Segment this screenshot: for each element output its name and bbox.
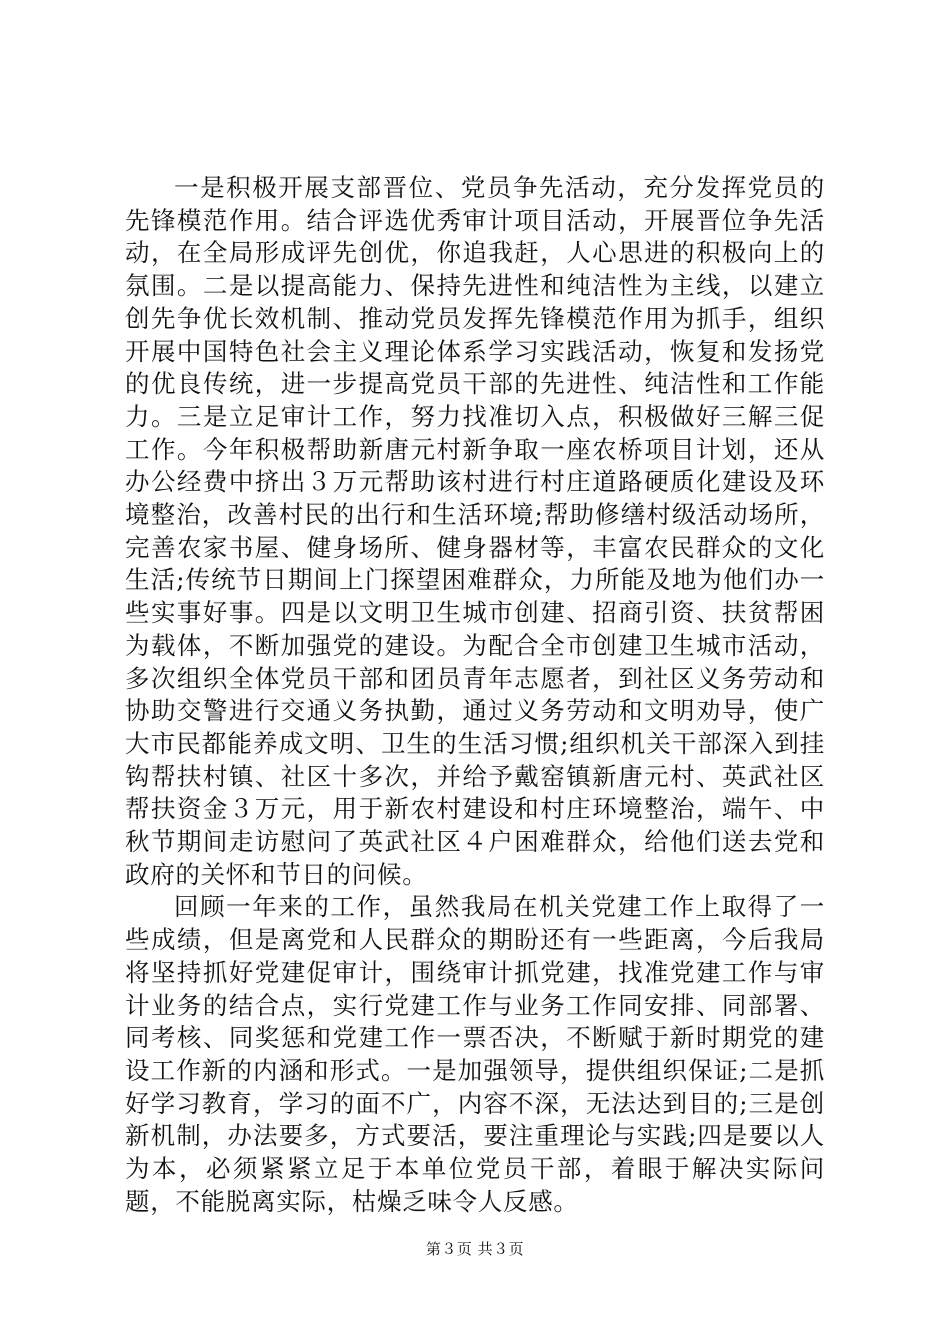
body-paragraph: 一是积极开展支部晋位、党员争先活动，充分发挥党员的先锋模范作用。结合评选优秀审计项目活动，开展晋位争先活动，在全局形成评先创优，你追我赶，人心思进的积极向上的氛围。二是以提高能力、保持先进性和纯洁性为主线，以建立创先争优长效机制、推动党员发挥先锋模范作用为抓手，组织开展中国特色社会主义理论体系学习实践活动，恢复和发扬党的优良传统，进一步提高党员干部的先进性、纯洁性和工作能力。三是立足审计工作，努力找准切入点，积极做好三解三促工作。今年积极帮助新唐元村新争取一座农桥项目计划，还从办公经费中挤出３万元帮助该村进行村庄道路硬质化建设及环境整治，改善村民的出行和生活环境;帮助修缮村级活动场所，完善农家书屋、健身场所、健身器材等，丰富农民群众的文化生活;传统节日期间上门探望困难群众，力所能及地为他们办一些实事好事。四是以文明卫生城市创建、招商引资、扶贫帮困为载体，不断加强党的建设。为配合全市创建卫生城市活动，多次组织全体党员干部和团员青年志愿者，到社区义务劳动和协助交警进行交通义务执勤，通过义务劳动和文明劝导，使广大市民都能养成文明、卫生的生活习惯;组织机关干部深入到挂钩帮扶村镇、社区十多次，并给予戴窑镇新唐元村、英武社区帮扶资金３万元，用于新农村建设和村庄环境整治，端午、中秋节期间走访慰问了英武社区４户困难群众，给他们送去党和政府的关怀和节日的问候。 <box>125 173 825 889</box>
document-body <box>125 172 825 1219</box>
page-number-footer: 第３页 共３页 <box>425 1240 525 1258</box>
body-paragraph: 回顾一年来的工作，虽然我局在机关党建工作上取得了一些成绩，但是离党和人民群众的期盼还有一些距离，今后我局将坚持抓好党建促审计，围绕审计抓党建，找准党建工作与审计业务的结合点，实行党建工作与业务工作同安排、同部署、同考核、同奖惩和党建工作一票否决，不断赋于新时期党的建设工作新的内涵和形式。一是加强领导，提供组织保证;二是抓好学习教育，学习的面不广，内容不深，无法达到目的;三是创新机制，办法要多，方式要活，要注重理论与实践;四是要以人为本，必须紧紧立足于本单位党员干部，着眼于解决实际问题，不能脱离实际，枯燥乏味令人反感。 <box>125 892 825 1216</box>
